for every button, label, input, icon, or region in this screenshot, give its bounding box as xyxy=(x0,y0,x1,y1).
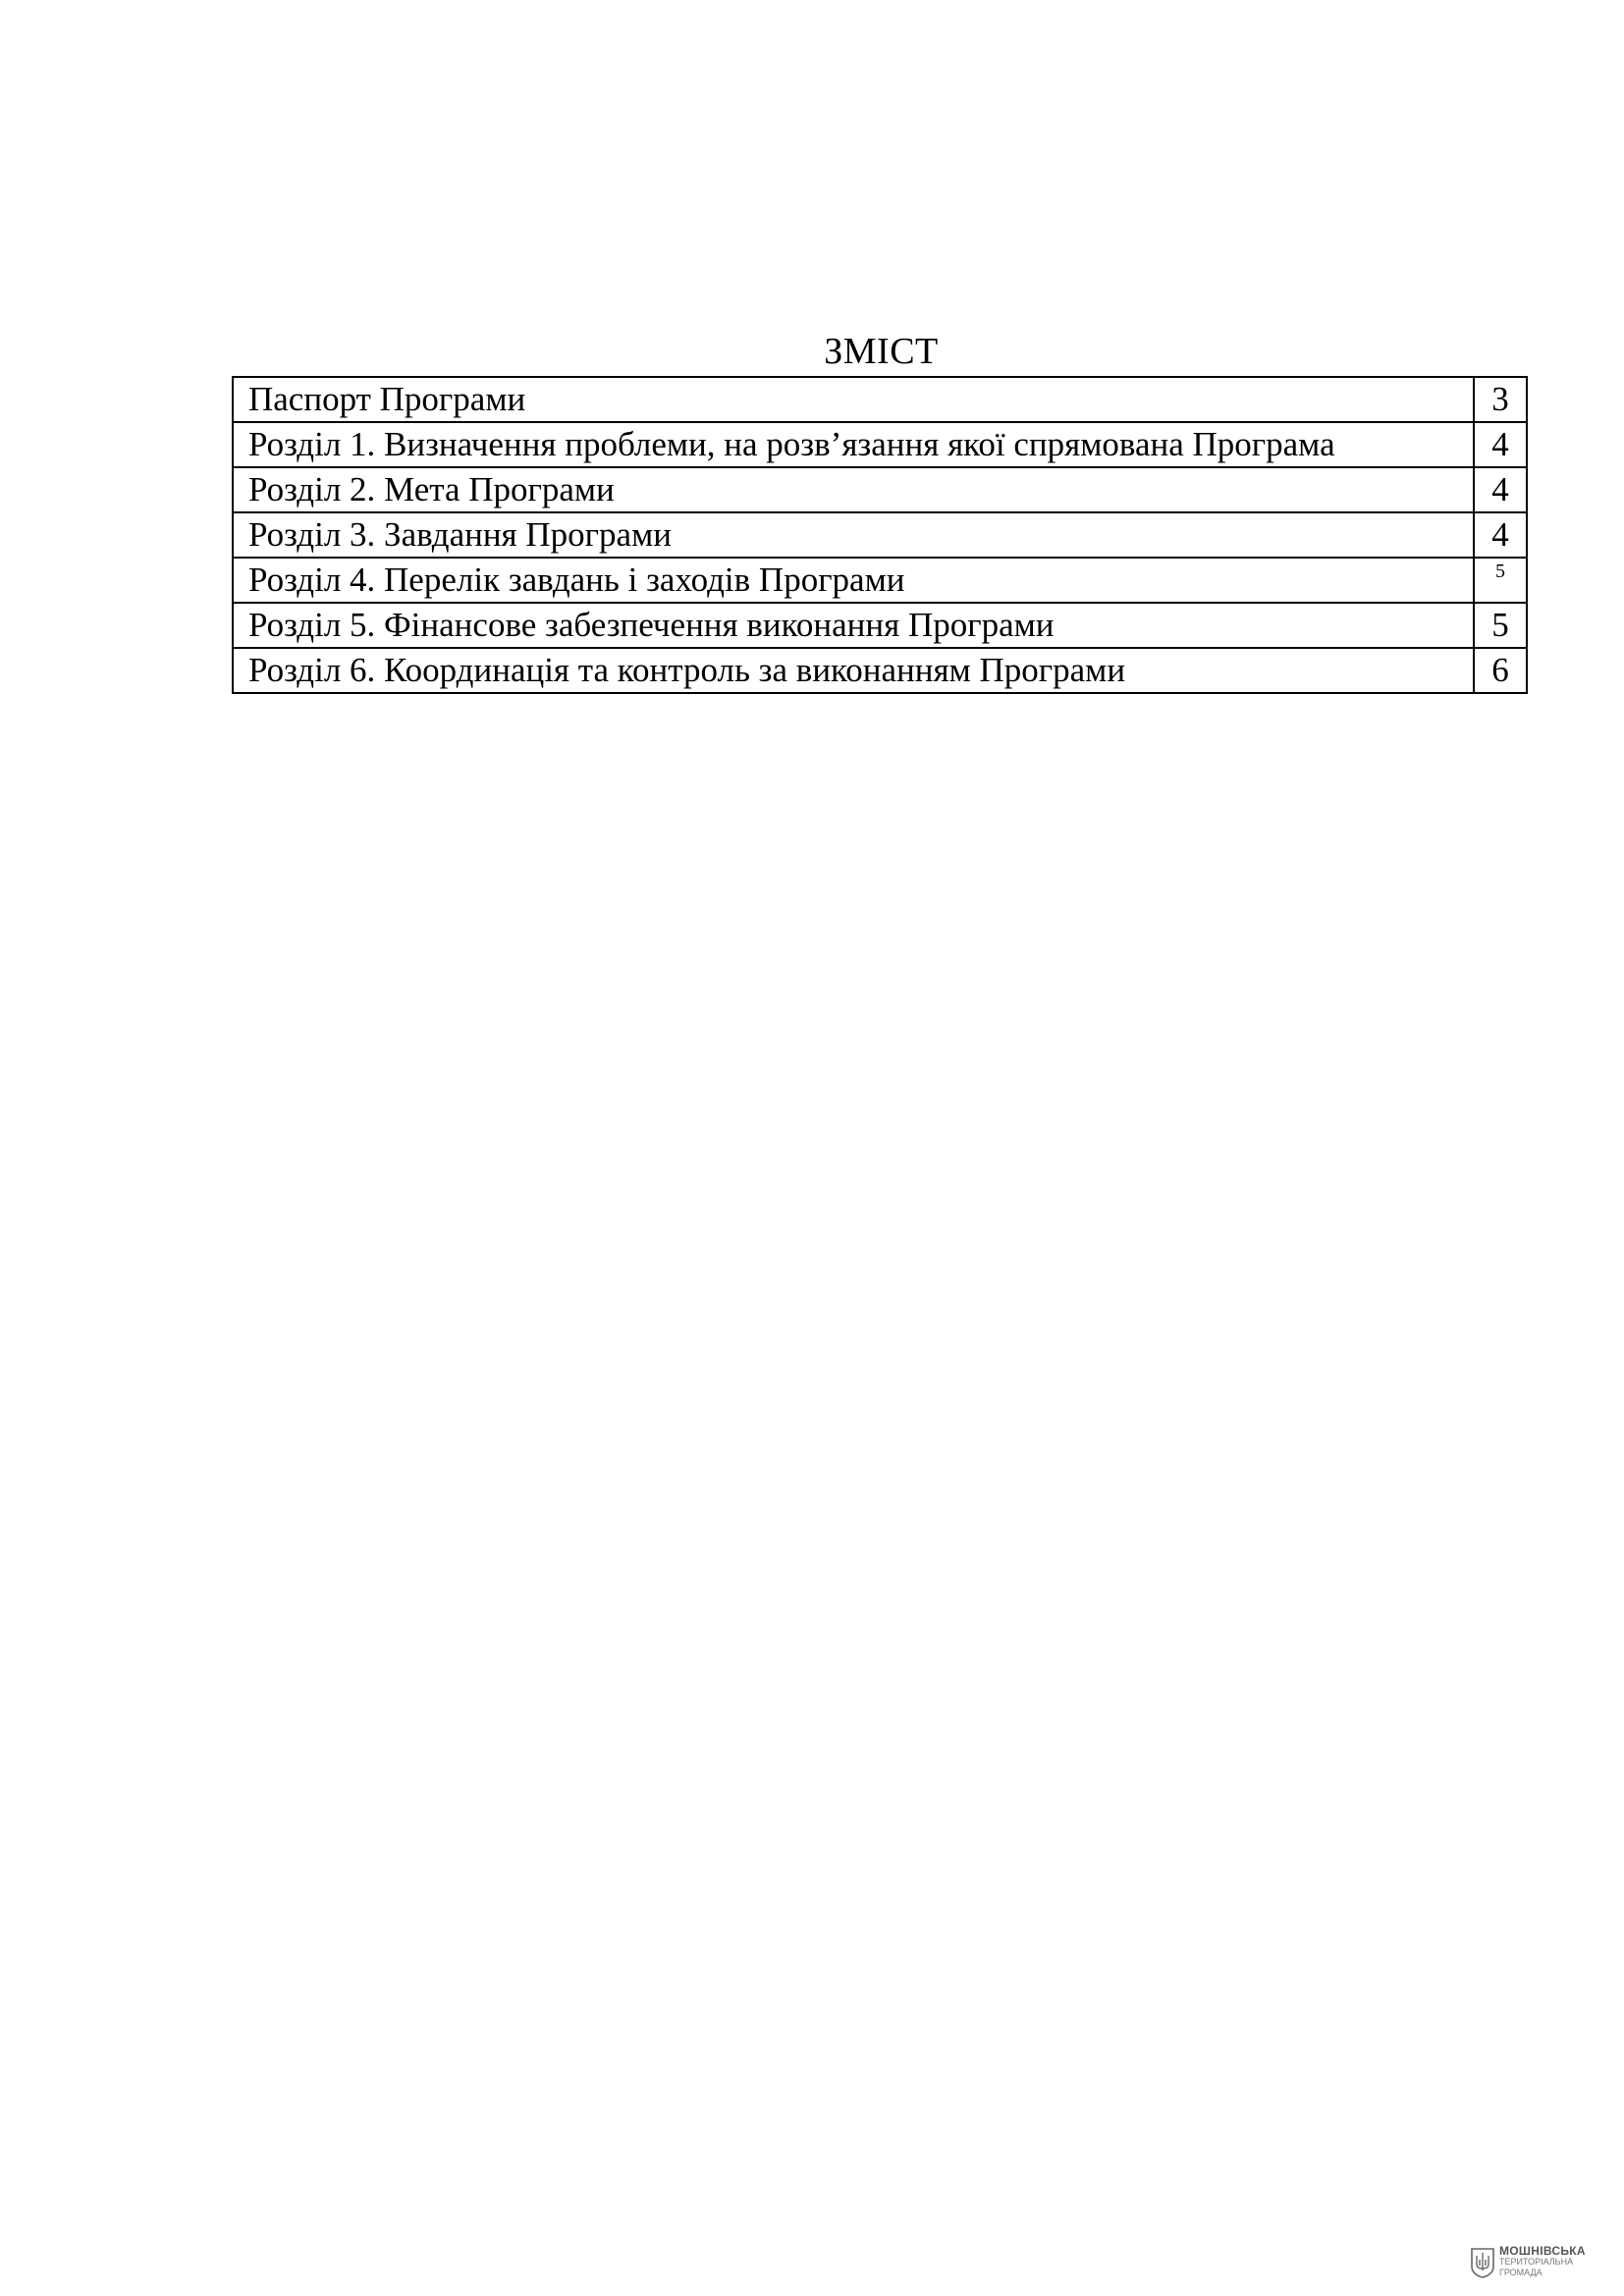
toc-row-label: Розділ 3. Завдання Програми xyxy=(233,512,1474,558)
toc-row-label: Розділ 2. Мета Програми xyxy=(233,467,1474,512)
toc-title: ЗМІСТ xyxy=(824,331,939,372)
toc-row-label: Розділ 6. Координація та контроль за виконанням Програми xyxy=(233,648,1474,693)
logo-text xyxy=(1499,2246,1586,2278)
toc-row xyxy=(233,377,1527,422)
toc-row xyxy=(233,558,1527,603)
community-logo xyxy=(1470,2246,1586,2278)
logo-line-1: МОШНІВСЬКА xyxy=(1499,2244,1586,2258)
toc-row-page: 5 xyxy=(1474,603,1527,648)
toc-row-label: Розділ 5. Фінансове забезпечення виконання Програми xyxy=(233,603,1474,648)
toc-row-page: 6 xyxy=(1474,648,1527,693)
toc-row-page: 4 xyxy=(1474,467,1527,512)
toc-row-page: 3 xyxy=(1474,377,1527,422)
toc-row-page: 4 xyxy=(1474,512,1527,558)
logo-line-3: ГРОМАДА xyxy=(1499,2268,1543,2277)
logo-line-2: ТЕРИТОРІАЛЬНА xyxy=(1499,2257,1574,2267)
toc-row xyxy=(233,422,1527,467)
toc-row xyxy=(233,648,1527,693)
toc-row xyxy=(233,467,1527,512)
toc-row-label: Розділ 4. Перелік завдань і заходів Програми xyxy=(233,558,1474,603)
toc-row-page: 4 xyxy=(1474,422,1527,467)
toc-row-label: Розділ 1. Визначення проблеми, на розв’язання якої спрямована Програма xyxy=(233,422,1474,467)
toc-row-page: 5 xyxy=(1474,558,1527,603)
toc-table xyxy=(232,376,1528,694)
toc-row xyxy=(233,512,1527,558)
trident-coat-of-arms-icon xyxy=(1470,2247,1495,2278)
toc-row xyxy=(233,603,1527,648)
toc-row-label: Паспорт Програми xyxy=(233,377,1474,422)
